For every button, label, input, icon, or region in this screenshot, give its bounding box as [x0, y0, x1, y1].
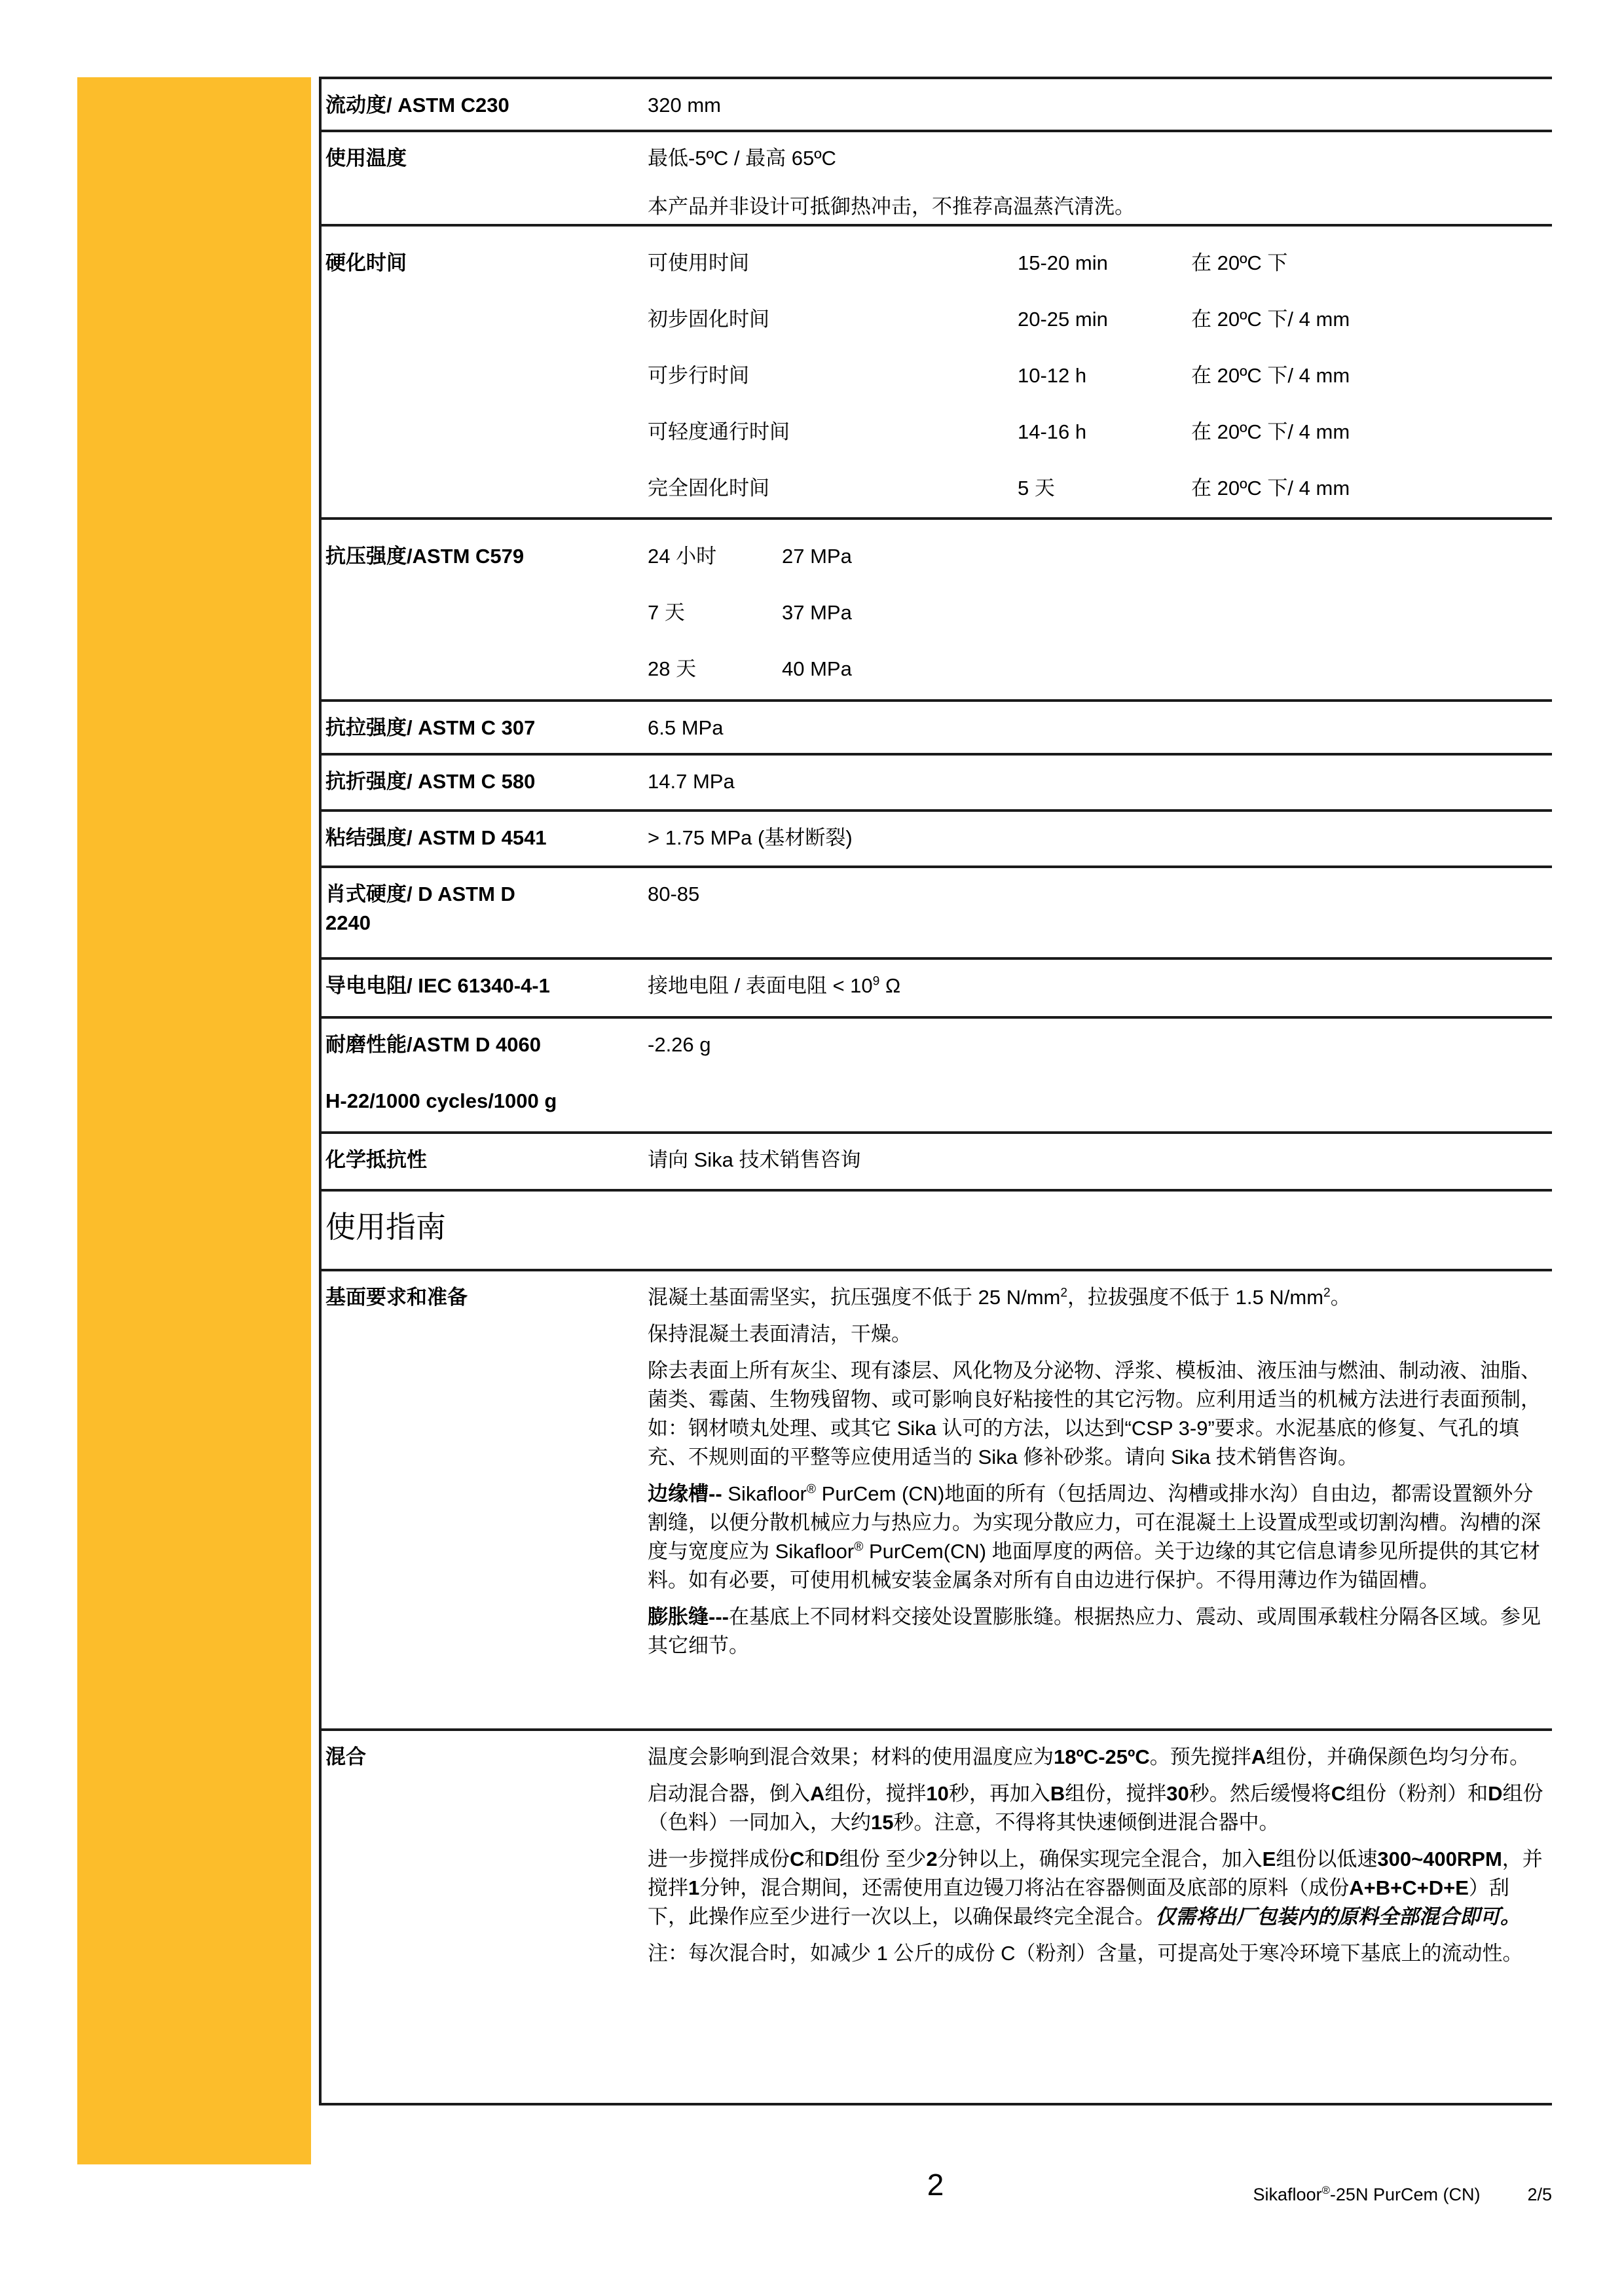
property-label [325, 542, 648, 694]
text-run: 80-85 [648, 883, 700, 905]
text-run: 300~400RPM [1377, 1848, 1502, 1870]
text-run: 混凝土基面需坚实，抗压强度不低于 25 N/mm [648, 1286, 1061, 1309]
footer-page-indicator: 2/5 [1527, 2185, 1552, 2204]
text-run: 组份（粉剂）和 [1346, 1782, 1488, 1805]
property-value-area [648, 144, 1544, 219]
text-run: 在基底上不同材料交接处设置膨胀缝。根据热应力、震动、或周围承载柱分隔各区域。参见其它细节。 [648, 1605, 1541, 1657]
property-value-area [648, 1030, 1544, 1126]
text-run: 温度会影响到混合效果；材料的使用温度应为 [648, 1745, 1054, 1768]
property-label [325, 767, 648, 804]
property-row [322, 809, 1552, 866]
property-row [322, 957, 1552, 1016]
subrow-value: 40 MPa [782, 657, 852, 680]
text-run: 除去表面上所有灰尘、现有漆层、风化物及分泌物、浮浆、模板油、液压油与燃油、制动液、油脂、菌类、霉菌、生物残留物、或可影响良好粘接性的其它污物。应利用适当的机械方法进行表面预制，如：钢材喷丸处理、或其它 Sika 认可的方法，以达到“CSP 3-9”要求。水泥基底的修复、气孔的填充、不规则面的平整等应使用适当的 Sika 修补砂浆。请向 Sika 技术销售咨询。 [648, 1359, 1541, 1468]
text-run: A [810, 1782, 825, 1805]
property-row [322, 1269, 1552, 1728]
property-label [325, 1146, 648, 1184]
text-run: 。 [1330, 1286, 1351, 1309]
property-row [322, 866, 1552, 957]
property-label-text: 基面要求和准备 [325, 1286, 468, 1309]
property-value [648, 824, 1544, 852]
footer-page-number: 2 [927, 2168, 944, 2202]
property-value-area [648, 542, 1544, 694]
subrow-age: 28 天 [648, 657, 697, 680]
text-run: 2 [926, 1848, 938, 1870]
property-label-text: 粘结强度/ ASTM D 4541 [325, 826, 547, 849]
property-value [648, 192, 1544, 221]
property-label-text: 肖式硬度/ D ASTM D [325, 883, 515, 905]
text-run: PurCem (CN)地面的所有（包括周边、沟槽或排水沟）自由边，都需设置额外分割缝，以便分散机械应力与热应力。为实现分散应力，可在混凝土上设置成型或切割沟槽。沟槽的深度与宽度应为 Sikafloor [648, 1482, 1541, 1563]
text-run: Ω [879, 974, 901, 997]
property-label [325, 880, 648, 952]
text-run: 组份，搅拌 [1065, 1782, 1167, 1805]
property-value-area [648, 1743, 1544, 2098]
property-label-text: 抗拉强度/ ASTM C 307 [325, 716, 536, 739]
curing-subrow [648, 249, 1544, 305]
text-run: PurCem(CN) 地面厚度的两倍。关于边缘的其它信息请参见所提供的其它材料。如有必要，可使用机械安装金属条对所有自由边进行保护。不得用薄边作为锚固槽。 [648, 1540, 1540, 1592]
text-run: 仅需将出厂包装内的原料全部混合即可。 [1155, 1905, 1521, 1928]
curing-subrow [648, 418, 1544, 474]
text-run: -25N PurCem (CN) [1329, 2185, 1481, 2204]
text-run: 最低-5ºC / 最高 65ºC [648, 147, 836, 170]
text-run: 6.5 MPa [648, 716, 724, 739]
property-value-area [648, 1146, 1544, 1184]
text-run: A+B+C+D+E [1349, 1876, 1469, 1899]
subrow-name: 完全固化时间 [648, 477, 769, 500]
instruction-paragraph [648, 1845, 1544, 1931]
instruction-paragraph [648, 1779, 1544, 1837]
property-value-area [648, 767, 1544, 804]
spec-table [319, 77, 1552, 2105]
text-run: 1 [688, 1876, 700, 1899]
property-value-area [648, 249, 1544, 512]
property-value [648, 1030, 1544, 1059]
property-row [322, 224, 1552, 517]
text-run: 保持混凝土表面清洁，干燥。 [648, 1322, 912, 1345]
property-value [648, 91, 1544, 120]
subrow-name: 初步固化时间 [648, 308, 769, 331]
text-run: 。预先搅拌 [1149, 1745, 1251, 1768]
property-label-text: 使用温度 [325, 147, 407, 170]
text-run: 10 [926, 1782, 949, 1805]
text-run: 秒，再加入 [948, 1782, 1050, 1805]
text-run: 组份，搅拌 [824, 1782, 927, 1805]
text-run: > 1.75 MPa (基材断裂) [648, 826, 853, 849]
footer-doc-name [1253, 2184, 1481, 2205]
text-run: 组份以低速 [1276, 1848, 1378, 1870]
property-value-area [648, 714, 1544, 748]
property-value-area [648, 1283, 1544, 1723]
subrow-condition: 在 20ºC 下/ 4 mm [1191, 477, 1350, 500]
property-label [325, 144, 648, 219]
subrow-value: 27 MPa [782, 545, 852, 568]
text-run: ，并搅拌 [648, 1848, 1543, 1899]
text-run: 本产品并非设计可抵御热冲击，不推荐高温蒸汽清洗。 [648, 195, 1135, 218]
property-label [325, 1743, 648, 2098]
subrow-condition: 在 20ºC 下/ 4 mm [1191, 364, 1350, 387]
instruction-paragraph [648, 1480, 1544, 1595]
property-row [322, 699, 1552, 753]
instruction-paragraph [648, 1283, 1544, 1312]
text-run: 请向 Sika 技术销售咨询 [648, 1148, 861, 1171]
property-row [322, 753, 1552, 809]
superscript-text: ® [854, 1540, 864, 1554]
superscript-text: 9 [872, 974, 880, 989]
subrow-name: 可步行时间 [648, 364, 749, 387]
subrow-name: 可轻度通行时间 [648, 420, 790, 443]
text-run: 14.7 MPa [648, 770, 735, 793]
property-value [648, 972, 1544, 1000]
property-label-text: 抗压强度/ASTM C579 [325, 545, 525, 568]
subrow-condition: 在 20ºC 下/ 4 mm [1191, 308, 1350, 331]
subrow-value: 10-12 h [1018, 364, 1087, 387]
text-run: D [824, 1848, 840, 1870]
text-run: ）刮下，此操作应至少进行一次以上，以确保最终完全混合。 [648, 1876, 1509, 1928]
text-run: 和 [804, 1848, 825, 1870]
property-label [325, 1283, 648, 1723]
property-label [325, 91, 648, 124]
text-run: A [1251, 1745, 1266, 1768]
property-label [325, 249, 648, 512]
subrow-value: 5 天 [1018, 477, 1055, 500]
strength-subrow [648, 655, 1544, 699]
text-run: 进一步搅拌成份 [648, 1848, 790, 1870]
strength-subrow [648, 598, 1544, 655]
subrow-value: 37 MPa [782, 601, 852, 624]
property-value [648, 714, 1544, 742]
text-run: 注：每次混合时，如减少 1 公斤的成份 C（粉剂）含量，可提高处于寒冷环境下基底上的流动性。 [648, 1942, 1523, 1965]
text-run: 组份（色料）一同加入，大约 [648, 1782, 1543, 1834]
text-run: ，拉拔强度不低于 1.5 N/mm [1067, 1286, 1324, 1309]
property-value [648, 1146, 1544, 1175]
superscript-text: 2 [1323, 1286, 1331, 1300]
text-run: 18ºC-25ºC [1054, 1745, 1150, 1768]
text-run: E [1262, 1848, 1276, 1870]
property-value-area [648, 824, 1544, 860]
property-value [648, 880, 1544, 909]
subrow-condition: 在 20ºC 下/ 4 mm [1191, 420, 1350, 443]
property-value-area [648, 91, 1544, 124]
text-run: Sikafloor [1253, 2185, 1322, 2204]
instruction-paragraph [648, 1743, 1544, 1772]
curing-subrow [648, 474, 1544, 517]
subrow-condition: 在 20ºC 下 [1191, 251, 1288, 274]
instruction-paragraph [648, 1603, 1544, 1660]
text-run: D [1488, 1782, 1503, 1805]
text-run: 启动混合器，倒入 [648, 1782, 810, 1805]
property-value-area [648, 880, 1544, 952]
property-label-text: 耐磨性能/ASTM D 4060 [325, 1033, 542, 1056]
superscript-text: ® [806, 1482, 817, 1497]
footer-doc-line [1253, 2184, 1552, 2205]
property-label-text: 抗折强度/ ASTM C 580 [325, 770, 536, 793]
property-row [322, 1016, 1552, 1131]
superscript-text: ® [1321, 2184, 1330, 2196]
curing-subrow [648, 361, 1544, 418]
text-run: 膨胀缝--- [648, 1605, 729, 1628]
curing-subrow [648, 305, 1544, 361]
text-run: 组份，并确保颜色均匀分布。 [1266, 1745, 1530, 1768]
instruction-paragraph [648, 1939, 1544, 1968]
text-run: 30 [1166, 1782, 1189, 1805]
subrow-age: 24 小时 [648, 545, 717, 568]
property-label-text: 硬化时间 [325, 251, 407, 274]
property-label-text-2: H-22/1000 cycles/1000 g [325, 1089, 557, 1112]
property-value [648, 144, 1544, 173]
text-run: 320 mm [648, 94, 721, 117]
text-run: 接地电阻 / 表面电阻 < 10 [648, 974, 873, 997]
property-value-area [648, 972, 1544, 1011]
text-run: 分钟以上，确保实现完全混合，加入 [937, 1848, 1263, 1870]
property-row [322, 517, 1552, 699]
text-run: Sikafloor [722, 1482, 807, 1505]
section-title: 使用指南 [325, 1210, 446, 1244]
superscript-text: 2 [1060, 1286, 1068, 1300]
property-label-text-2: 2240 [325, 911, 371, 934]
property-row [322, 1728, 1552, 2103]
instruction-paragraph [648, 1357, 1544, 1472]
subrow-value: 20-25 min [1018, 308, 1108, 331]
sidebar-accent-bar [77, 77, 311, 2164]
property-label-text: 化学抵抗性 [325, 1148, 427, 1171]
subrow-value: 15-20 min [1018, 251, 1108, 274]
text-run: B [1050, 1782, 1065, 1805]
property-label-text: 导电电阻/ IEC 61340-4-1 [325, 974, 550, 997]
property-label [325, 972, 648, 1011]
property-row [322, 130, 1552, 224]
subrow-age: 7 天 [648, 601, 685, 624]
subrow-name: 可使用时间 [648, 251, 749, 274]
property-label [325, 714, 648, 748]
property-row [322, 77, 1552, 130]
text-run: C [1331, 1782, 1346, 1805]
text-run: 秒。注意，不得将其快速倾倒进混合器中。 [893, 1811, 1280, 1834]
subrow-value: 14-16 h [1018, 420, 1087, 443]
property-label-text: 混合 [325, 1745, 366, 1768]
property-label-text: 流动度/ ASTM C230 [325, 94, 509, 117]
text-run: 15 [871, 1811, 894, 1834]
section-title-row [322, 1189, 1552, 1269]
text-run: 秒。然后缓慢将 [1189, 1782, 1331, 1805]
property-label [325, 824, 648, 860]
text-run: -2.26 g [648, 1033, 711, 1056]
text-run: 组份 至少 [839, 1848, 927, 1870]
property-value [648, 767, 1544, 796]
text-run: 分钟，混合期间，还需使用直边镘刀将沾在容器侧面及底部的原料（成份 [699, 1876, 1350, 1899]
instruction-paragraph [648, 1320, 1544, 1349]
strength-subrow [648, 542, 1544, 598]
property-label [325, 1030, 648, 1126]
property-row [322, 1131, 1552, 1189]
text-run: 边缘槽-- [648, 1482, 722, 1505]
text-run: C [790, 1848, 805, 1870]
